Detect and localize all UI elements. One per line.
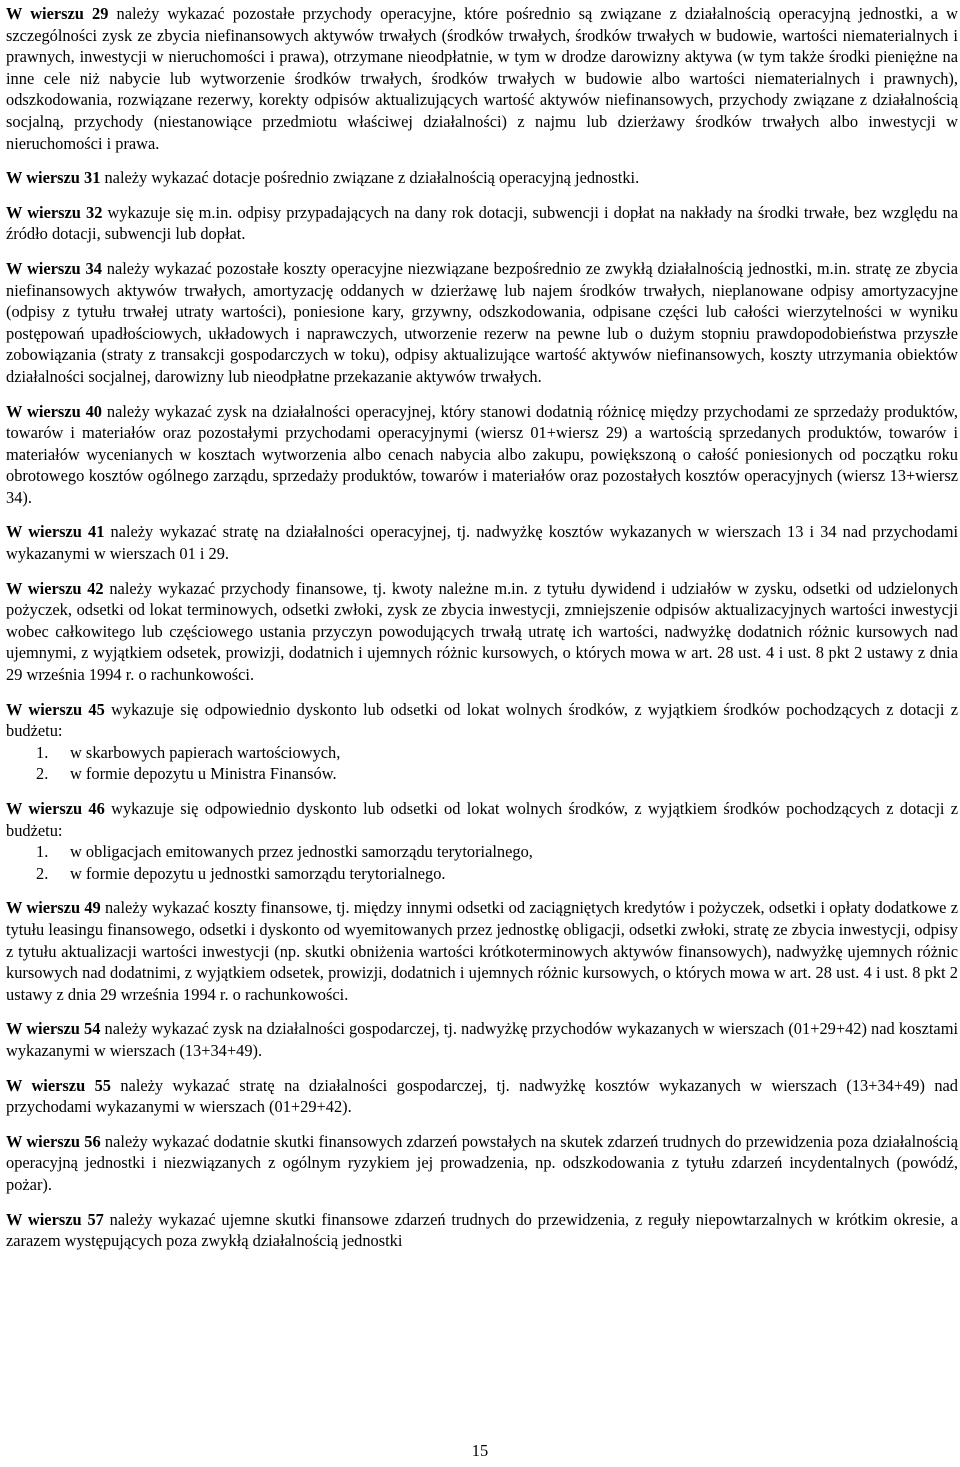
list-item (6, 863, 958, 885)
list-number: 1. (36, 842, 49, 862)
paragraph-row-54 (6, 1018, 958, 1061)
list-row-45 (6, 742, 958, 785)
list-item (6, 841, 958, 863)
row-label: W wierszu 31 (6, 168, 101, 188)
list-number: 2. (36, 764, 49, 784)
paragraph-row-45 (6, 699, 958, 742)
paragraph-text: należy wykazać dotacje pośrednio związane z działalnością operacyjną jednostki. (100, 168, 640, 188)
list-item-text: w formie depozytu u Ministra Finansów. (70, 764, 337, 784)
paragraph-row-32 (6, 202, 958, 245)
row-label: W wierszu 32 (6, 202, 103, 222)
row-label: W wierszu 34 (6, 258, 102, 278)
paragraph-text: należy wykazać stratę na działalności operacyjnej, tj. nadwyżkę kosztów wykazanych w wierszach 13 i 34 nad przychodami wykazanymi w wierszach 01 i 29. (6, 522, 958, 564)
page-number: 15 (471, 1441, 489, 1460)
paragraph-row-31 (6, 167, 958, 189)
row-label: W wierszu 45 (6, 699, 105, 719)
row-label: W wierszu 40 (6, 401, 102, 421)
paragraph-row-40 (6, 401, 958, 509)
row-label: W wierszu 57 (6, 1209, 104, 1229)
paragraph-text: należy wykazać stratę na działalności gospodarczej, tj. nadwyżkę kosztów wykazanych w wierszach (13+34+49) nad przychodami wykazanymi w wierszach (01+29+42). (6, 1075, 958, 1117)
paragraph-text: należy wykazać pozostałe przychody operacyjne, które pośrednio są związane z działalnością operacyjną jednostki, a w szczególności zysk ze zbycia niefinansowych aktywów trwałych (środków trwałych, środków trwałych w budowie, wartości niematerialnych i prawnych, inwestycji w nieruchomości i prawa), otrzymane nieodpłatnie, w tym w drodze darowizny aktywa (w tym także środki pieniężne na inne cele niż nabycie lub wytworzenie środków trwałych, środków trwałych w budowie albo wartości niematerialnych i prawnych), odszkodowania, rozwiązane rezerwy, korekty odpisów aktualizujących wartość aktywów niefinansowych, przychody związane z działalnością socjalną, przychody (niestanowiące przedmiotu właściwej działalności) z najmu lub dzierżawy środków trwałych albo inwestycji w nieruchomości i prawa. (6, 4, 959, 153)
list-item (6, 742, 958, 764)
paragraph-row-42 (6, 578, 958, 686)
paragraph-text: należy wykazać koszty finansowe, tj. między innymi odsetki od zaciągniętych kredytów i pożyczek, odsetki i opłaty dodatkowe z tytułu leasingu finansowego, odsetki i dyskonto od wyemitowanych przez jednostkę obligacji, odsetki zwłoki, stratę ze zbycia inwestycji, odpisy z tytułu aktualizacji wartości inwestycji (np. skutki obniżenia wartości krótkoterminowych aktywów finansowych), nadwyżkę ujemnych różnic kursowych nad dodatnimi, z wyjątkiem odsetek, prowizji, dodatnich i ujemnych różnic kursowych, o których mowa w art. 28 ust. 4 i ust. 8 pkt 2 ustawy z dnia 29 września 1994 r. o rachunkowości. (6, 898, 958, 1004)
row-label: W wierszu 56 (6, 1131, 101, 1151)
document-page (6, 3, 958, 1265)
paragraph-text: należy wykazać zysk na działalności gospodarczej, tj. nadwyżkę przychodów wykazanych w wierszach (01+29+42) nad kosztami wykazanymi w wierszach (13+34+49). (6, 1019, 959, 1060)
paragraph-text: wykazuje się m.in. odpisy przypadających na dany rok dotacji, subwencji i dopłat na nakłady na środki trwałe, bez względu na źródło dotacji, subwencji lub dopłat. (6, 202, 958, 244)
paragraph-text: należy wykazać pozostałe koszty operacyjne niezwiązane bezpośrednio ze zwykłą działalnością jednostki, m.in. stratę ze zbycia niefinansowych aktywów trwałych, amortyzację oddanych w dzierżawę lub najem środków trwałych, nieplanowane odpisy amortyzacyjne (odpisy z tytułu trwałej utraty wartości), poniesione kary, grzywny, odszkodowania, odpisane części lub całości wierzytelności w wyniku postępowań upadłościowych, układowych i naprawczych, utworzenie rezerw na pewne lub o dużym stopniu prawdopodobieństwa przyszłe zobowiązania (straty z transakcji gospodarczych w toku), odpisy aktualizujące wartość aktywów niefinansowych, koszty utrzymania obiektów działalności socjalnej, darowizny lub nieodpłatne przekazanie aktywów trwałych. (6, 258, 959, 386)
paragraph-row-34 (6, 258, 958, 388)
paragraph-text: wykazuje się odpowiednio dyskonto lub odsetki od lokat wolnych środków, z wyjątkiem środków pochodzących z dotacji z budżetu: (6, 799, 959, 840)
paragraph-text: należy wykazać zysk na działalności operacyjnej, który stanowi dodatnią różnicę między przychodami ze sprzedaży produktów, towarów i materiałów oraz pozostałymi przychodami operacyjnymi (wiersz 01+wiersz 29) a wartością sprzedanych produktów, towarów i materiałów wycenianych w kosztach wytworzenia albo cenach nabycia albo zakupu, powiększoną o całość poniesionych od początku roku obrotowego kosztów ogólnego zarządu, sprzedaży produktów, towarów i materiałów oraz pozostałych kosztów operacyjnych (wiersz 13+wiersz 34). (6, 401, 958, 507)
paragraph-row-55 (6, 1075, 958, 1118)
paragraph-text: należy wykazać ujemne skutki finansowe zdarzeń trudnych do przewidzenia, z reguły niepowtarzalnych w krótkim okresie, a zarazem występujących poza zwykłą działalnością jednostki (6, 1209, 959, 1251)
row-label: W wierszu 42 (6, 578, 104, 598)
paragraph-text: należy wykazać dodatnie skutki finansowych zdarzeń powstałych na skutek zdarzeń trudnych do przewidzenia poza działalnością operacyjną jednostki i niezwiązanych z ogólnym ryzykiem jej prowadzenia, np. odszkodowania z tytułu zdarzeń incydentalnych (powódź, pożar). (6, 1131, 959, 1194)
list-item (6, 763, 958, 785)
paragraph-row-41 (6, 521, 958, 564)
paragraph-row-57 (6, 1209, 958, 1252)
list-item-text: w obligacjach emitowanych przez jednostki samorządu terytorialnego, (70, 842, 533, 862)
row-label: W wierszu 55 (6, 1075, 111, 1095)
list-number: 1. (36, 742, 49, 762)
list-number: 2. (36, 863, 49, 883)
row-label: W wierszu 49 (6, 898, 101, 918)
row-label: W wierszu 41 (6, 522, 105, 542)
paragraph-row-56 (6, 1131, 958, 1196)
paragraph-row-49 (6, 897, 958, 1005)
paragraph-text: wykazuje się odpowiednio dyskonto lub odsetki od lokat wolnych środków, z wyjątkiem środków pochodzących z dotacji z budżetu: (6, 699, 959, 741)
list-item-text: w skarbowych papierach wartościowych, (70, 742, 341, 762)
paragraph-text: należy wykazać przychody finansowe, tj. kwoty należne m.in. z tytułu dywidend i udziałów w zysku, odsetki od udzielonych pożyczek, odsetki od lokat terminowych, odsetki zwłoki, zysk ze zbycia inwestycji, zmniejszenie odpisów aktualizacyjnych wartości inwestycji wobec całkowitego lub częściowego ustania przyczyn powodujących trwałą utratę ich wartości, nadwyżkę dodatnich różnic kursowych nad ujemnymi, z wyjątkiem odsetek, prowizji, dodatnich i ujemnych różnic kursowych, o których mowa w art. 28 ust. 4 i ust. 8 pkt 2 ustawy z dnia 29 września 1994 r. o rachunkowości. (6, 578, 959, 685)
list-item-text: w formie depozytu u jednostki samorządu terytorialnego. (70, 863, 446, 883)
paragraph-row-29 (6, 3, 958, 154)
row-label: W wierszu 54 (6, 1019, 101, 1039)
row-label: W wierszu 29 (6, 4, 109, 23)
row-label: W wierszu 46 (6, 799, 105, 818)
paragraph-row-46 (6, 798, 958, 841)
list-row-46 (6, 841, 958, 884)
